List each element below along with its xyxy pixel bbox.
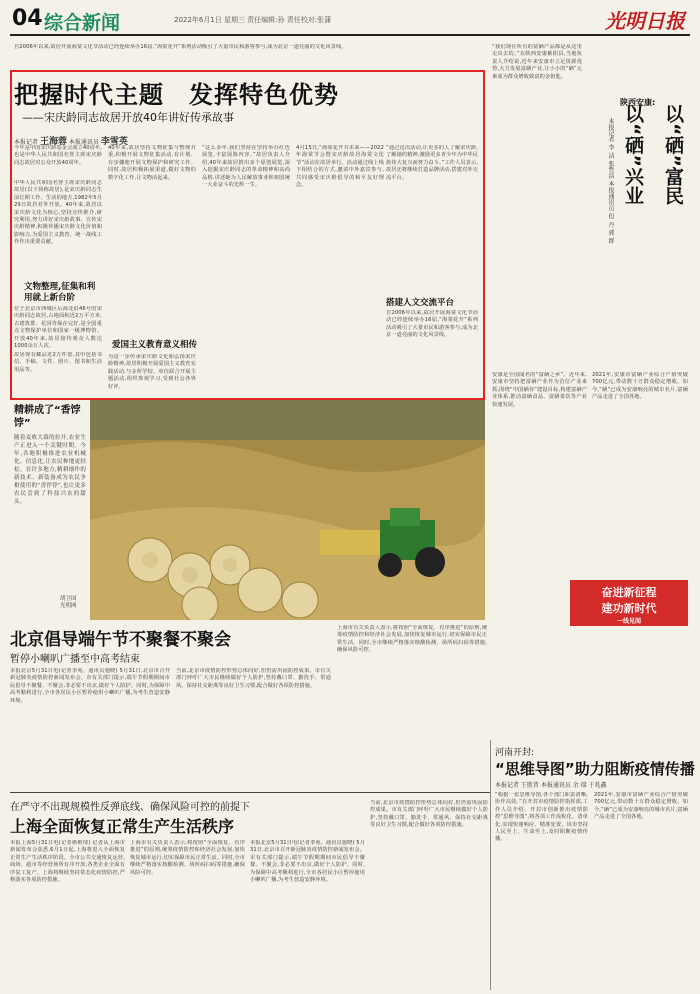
beijing-text-1: 本报北京5月31日电(记者李苑、通讯员施晓) 5月31日,北京市召开新冠肺炎疫情防控新闻发布会。市有关部门提示,端午节假期期间市民倡导不聚餐、不聚会,非必要不出京,做好个人防护。同时,为保障中高考顺利进行,全市各居民小区暂停使用小喇叭广播,为考生营造安静环境。 [10,668,170,704]
column-affil: 光明网 [60,603,77,609]
column-credit [60,596,77,610]
byline-author: 李雪英 [100,137,128,147]
column-text: 随着麦收大幕的拉开,农业生产正进入一个关键时期。今年,各地积极推进农业机械化、信息化,让农民种地更轻松。在许多地方,精耕细作的新技术、新装备成为农民争相使用的“香饽饽”,也让更多农民尝到了科技兴农的甜头。 [14,435,86,505]
beijing-text-2: 当前,北京市疫情防控形势总体向好,但仍需巩固防控成果。市有关部门呼吁广大市民继续做好个人防护,坚持戴口罩、勤洗手、常通风、保持社交距离等良好卫生习惯,配合做好各项防控措施。 [176,668,331,689]
byline-label: 本报记者 [14,139,39,146]
henan-kicker: 河南开封: [495,748,535,758]
page-number: 04 [12,6,43,31]
side-text-col1: “我们现在所有的富硒产品都是从这里走出去的。”在陕西安康紫阳县,当地负责人介绍说,近年来安康市立足资源优势,大力发展富硒产业,让小小的“硒”元素成为群众增收致富的金钥匙。 [492,44,582,80]
photo-illustration [90,400,485,620]
newspaper-logo: 光明日报 [605,9,685,33]
shanghai-text-2: 上海市有关负责人表示,将按照“全面恢复、有序推进”的原则,统筹疫情防控和经济社会发展,加快恢复城市运行,切实保障市民正常生活。同时,全市继续严格落实核酸检测、场所码扫码等措施,确保风险可控。 [130,840,245,876]
banner-line2: 建功新时代 [601,602,657,615]
shanghai-text-1: 本报上海5月31日电(记者颜维琦) 记者从上海市新闻发布会获悉,6月1日起,上海将进入全面恢复正常生产生活秩序阶段。全市公共交通恢复运营,商场、超市等经营场所有序开放,各类企业全面有序复工复产。上海将继续坚持常态化疫情防控,严格落实各项防控措施。 [10,840,125,884]
byline-author: 王海蓉 [39,137,67,147]
side-text-col3: 2021年,安康市富硒产业综合产值突破700亿元,带动数十万群众稳定增收。如今,“硒”已成为安康响亮的城市名片,富硒产品走进了全国各地。 [592,372,688,401]
side-headline-1: 以“硒”兴业 [622,104,644,205]
beijing-subtitle: 暂停小喇叭广播至中高考结束 [10,654,140,665]
divider-vertical [490,740,491,990]
lead-col1: 今年是中国宋庆龄基金会成立40周年,也是中华人民共和国名誉主席宋庆龄同志故居对公众开放40周年。 [14,145,102,166]
lead-col3: “这么多年,我们坚持在坚持举办红色展览,丰富展陈内容。”故居负责人介绍,40年来故居推出多个原创展览,深入挖掘宋庆龄同志的革命精神和高尚品格,讲述她为人民解放事业和祖国统一大业奋斗的光辉一生。 [202,145,290,189]
lead-intro-strip: 自2006年以来,故居开展海棠文化节活动已经连续举办16届,“海棠花开”系列活动吸引了大量市民和游客参与,成为北京一道亮丽的文化风景线。 [14,44,347,50]
lead-subtitle: ——宋庆龄同志故居开放40年讲好传承故事 [22,111,234,124]
lead-col5: “通过这次活动,让更多的人了解宋庆龄,了解她的精神,激励更多青少年为中华民族伟大复兴而努力奋斗。”工作人员表示,故居还将继续打造品牌活动,搭建对外交流平台。 [386,145,478,181]
lead-subhead-b: 爱国主义教育意义相传 [112,340,198,350]
shanghai-headline: 上海全面恢复正常生产生活秩序 [10,817,235,836]
harvest-photo [90,400,485,620]
header-rule [10,34,690,36]
side-text-col2: 安康是全国闻名的“富硒之乡”。近年来,安康市坚持把富硒产业作为首位产业来抓,围绕“中国硒谷”建设目标,构建富硒产业体系,推动富硒食品、富硒茶饮等产业快速发展。 [492,372,587,408]
side-region: 陕西安康: [620,98,656,107]
shanghai-text-3: 本报北京5月31日电(记者李苑、通讯员施晓) 5月31日,北京市召开新冠肺炎疫情防控新闻发布会。市有关部门提示,端午节假期期间市民倡导不聚餐、不聚会,非必要不出京,做好个人防护。同时,为保障中高考顺利进行,全市各居民小区暂停使用小喇叭广播,为考生营造安静环境。 [250,840,365,884]
dateline: 2022年6月1日 星期三 责任编辑:孙 责任校对:张蒲 [174,16,332,24]
lead-headline: 把握时代主题 发挥特色优势 [14,81,339,109]
shanghai-text-4: 当前,北京市疫情防控形势总体向好,但仍需巩固防控成果。市有关部门呼吁广大市民继续做好个人防护,坚持戴口罩、勤洗手、常通风、保持社交距离等良好卫生习惯,配合做好各项防控措施。 [370,800,488,829]
lead-col5b: 自2006年以来,故居开展海棠文化节活动已经连续举办16届,“海棠花开”系列活动吸引了大量市民和游客参与,成为北京一道亮丽的文化风景线。 [386,310,478,339]
lead-col2b: 为进一步传承宋庆龄文化和弘扬宋庆龄精神,故居积极开展爱国主义教育实践活动,与多所学校、单位联合开展主题活动,组织参观学习,受到社会各界好评。 [108,354,196,390]
lead-subhead-a: 文物整理,征集和利用就上新台阶 [24,282,96,303]
column-author: 胡卫国 [60,596,77,602]
column-title: 精耕成了“香饽饽” [14,405,81,429]
lead-col1c: 位于北京市西城区后海北沿46号的宋庆龄同志故居,占地面积近2万平方米,古建筑群、花园等保存完好,是全国重点文物保护单位和国家一级博物馆。开放40年来,故居接待观众人数达1000余万人次。 [14,306,102,350]
beijing-headline: 北京倡导端午节不聚餐不聚会 [10,630,231,650]
side-byline: 本报记者 李 洁 张哲浩 本报通讯员 但 丹 郭 群 [607,118,614,244]
section-title: 综合新闻 [44,12,121,34]
banner-line3: 一线见闻 [616,618,641,625]
lead-col1b: 中华人民共和国名誉主席宋庆龄同志故居(以下简称故居),是宋庆龄同志生前长期工作、生活的地方,1982年5月29日故居对外开放。40年来,故居以宋庆龄文化为核心,坚持宣传推介,研究利用,努力讲好宋庆龄故事、宣传宋庆龄精神,积极传播宋庆龄文化价值和影响力,为爱国主义教育、统一战线工作作出重要贡献。 [14,180,102,246]
side-headline-2: 以“硒”富民 [662,104,684,205]
henan-headline: “思维导图”助力阻断疫情传播 [495,760,695,778]
lead-subhead-c: 搭建人文交流平台 [386,298,455,308]
shanghai-kicker: 在严守不出现规模性反弹底线、确保风险可控的前提下 [10,802,250,813]
lead-col2: 40年来,故居坚持文物征集与整理并重,积极开展文物征集活动,有计划、有步骤地开展文物保护和研究工作。同时,故居积极拓展渠道,做好文物的数字化工作,让文物活起来。 [108,145,196,181]
mid-text: 上海市有关负责人表示,将按照“全面恢复、有序推进”的原则,统筹疫情防控和经济社会发展,加快恢复城市运行,切实保障市民正常生活。同时,全市继续严格落实核酸检测、场所码扫码等措施,确保风险可控。 [337,625,487,654]
byline-label: 本报通讯员 [68,139,99,146]
divider [10,792,490,793]
banner-line1: 奋进新征程 [601,586,657,599]
page-header [0,0,700,40]
lead-col1d: 故居现有藏品近2万件套,其中包括书信、手稿、文件、照片、图书和生活用品等。 [14,352,102,373]
henan-byline: 本报记者 王胜昔 本报通讯员 余 瑞 于兆鑫 [495,782,607,789]
campaign-banner [570,580,688,626]
lead-col4: 4月15日,“海棠花开共未来——2022年海棠节会暨宋庆龄故居海棠文化节”活动在故居举行。活动通过线上线下相结合的方式,邀请中外嘉宾参与,共同感受宋庆龄倡导的和平友好理念。 [296,145,384,189]
side-title [620,90,684,205]
henan-text-1: “根据一张思维导图,各个部门职责清晰,协作高效。”在开封市疫情防控指挥部,工作人员介绍。开封市创新推出疫情防控“思维导图”,将各项工作流程化、清单化,实现快速响应、精准处置。该市坚持人民至上、生命至上,及时阻断疫情传播。 [495,792,588,843]
henan-text-2: 2021年,安康市富硒产业综合产值突破700亿元,带动数十万群众稳定增收。如今,“硒”已成为安康响亮的城市名片,富硒产品走进了全国各地。 [594,792,688,821]
